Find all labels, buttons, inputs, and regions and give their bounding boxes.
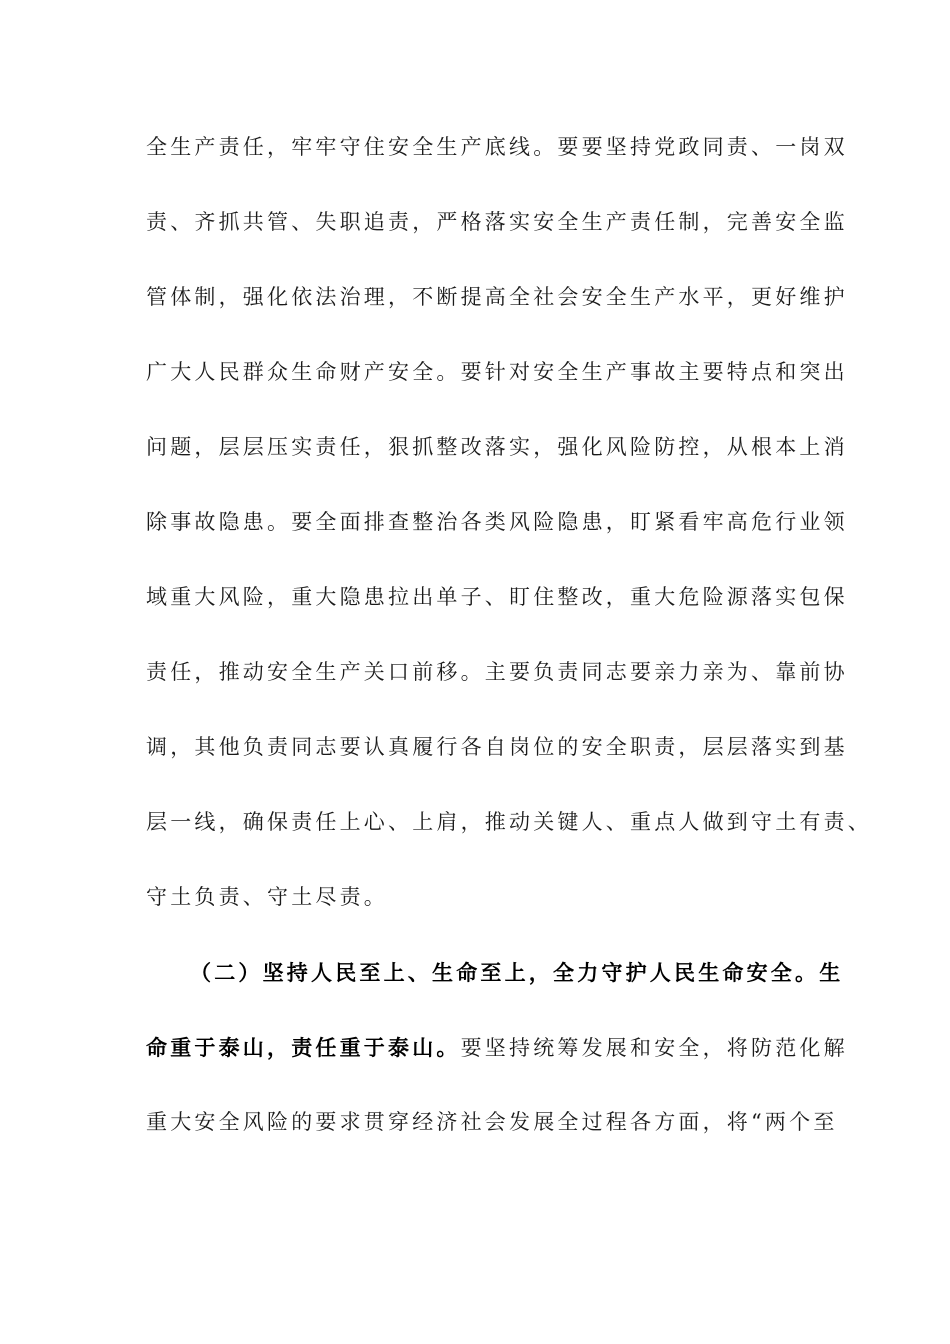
section-line: 重大安全风险的要求贯穿经济社会发展全过程各方面，将“两个至 [146,1110,838,1134]
body-text [146,124,872,1174]
section-line [146,1024,848,1099]
paragraph-line: 责任，推动安全生产关口前移。主要负责同志要亲力亲为、靠前协 [146,660,848,684]
paragraph-line: 守土负责、守土尽责。 [146,885,388,909]
paragraph-line: 层一线，确保责任上心、上肩，推动关键人、重点人做到守土有责、 [146,810,872,834]
section-heading: （二）坚持人民至上、生命至上，全力守护人民生命安全。生 [190,960,844,985]
paragraph-line: 责、齐抓共管、失职追责，严格落实安全生产责任制，完善安全监 [146,210,848,234]
paragraph-line: 管体制，强化依法治理，不断提高全社会安全生产水平，更好维护 [146,285,848,309]
paragraph-line: 广大人民群众生命财产安全。要针对安全生产事故主要特点和突出 [146,360,848,384]
paragraph-line: 问题，层层压实责任，狠抓整改落实，强化风险防控，从根本上消 [146,435,848,459]
paragraph-line: 除事故隐患。要全面排查整治各类风险隐患，盯紧看牢高危行业领 [146,510,848,534]
paragraph-line: 域重大风险，重大隐患拉出单子、盯住整改，重大危险源落实包保 [146,585,848,609]
paragraph-line: 调，其他负责同志要认真履行各自岗位的安全职责，层层落实到基 [146,735,848,759]
paragraph-line: 全生产责任，牢牢守住安全生产底线。要要坚持党政同责、一岗双 [146,135,848,159]
section-heading-continued: 命重于泰山，责任重于泰山。 [146,1035,461,1060]
section-text: 要坚持统筹发展和安全，将防范化解 [460,1036,848,1060]
